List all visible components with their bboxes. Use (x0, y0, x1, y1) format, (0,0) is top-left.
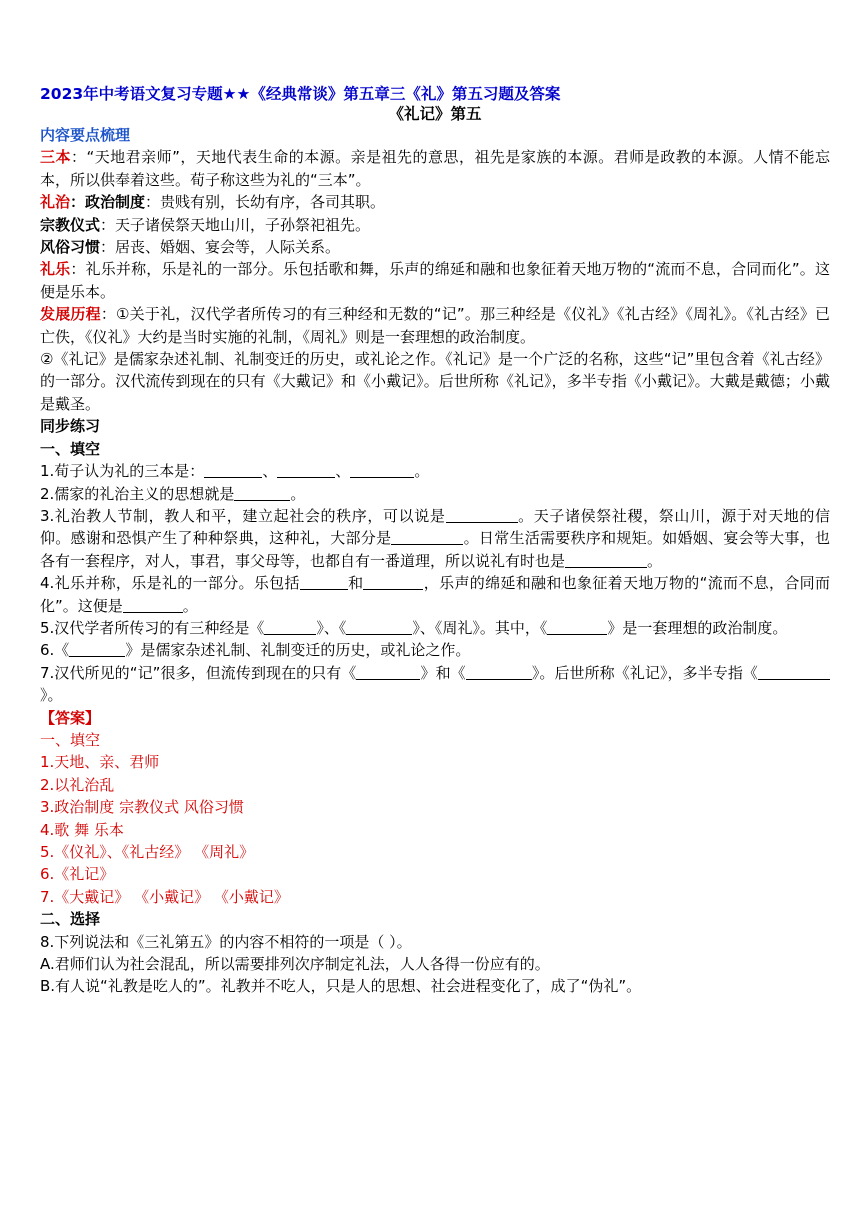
lizhi-sub-label: ：政治制度 (70, 193, 146, 212)
history-paragraph-1 (40, 303, 830, 348)
question-3-text-b: 。天子诸侯祭社稷，祭山川，源于对天地的信仰。感谢和恐惧产生了种种祭典，这种礼，大部分是 (40, 506, 830, 548)
fengsu-text: ：居丧、婚姻、宴会等，人际关系。 (100, 238, 341, 257)
question-7-text-b: 》和《 (420, 663, 466, 682)
question-5-text-b: 》、《 (316, 618, 347, 637)
outline-heading: 内容要点梳理 (40, 126, 131, 144)
question-6-text-a: 6.《 (40, 641, 70, 660)
answer-item: 4.歌 舞 乐本 (40, 820, 124, 839)
question-3 (40, 505, 830, 572)
separator: 、 (335, 462, 351, 481)
question-1-text: 1.荀子认为礼的三本是： (40, 462, 205, 481)
zongjiao-label: 宗教仪式 (40, 215, 101, 234)
liyue-label: 礼乐 (40, 260, 71, 279)
question-3-text-a: 3.礼治教人节制，教人和平，建立起社会的秩序，可以说是 (40, 506, 446, 525)
answer-blank[interactable] (565, 553, 647, 568)
answer-blank[interactable] (123, 598, 183, 613)
question-7 (40, 662, 830, 707)
question-end: 。 (290, 484, 306, 503)
lizhi-paragraph (40, 191, 830, 213)
lizhi-label: 礼治 (40, 193, 71, 212)
liyue-text: ：礼乐并称，乐是礼的一部分。乐包括歌和舞，乐声的绵延和融和也象征着天地万物的“流而不息，合同而化”。这便是乐本。 (40, 260, 830, 301)
answer-blank[interactable] (391, 530, 463, 545)
section-2-heading: 二、选择 (40, 910, 101, 929)
document-page (40, 84, 830, 998)
answer-item: 5.《仪礼》、《礼古经》 《周礼》 (40, 843, 255, 861)
fengsu-paragraph (40, 236, 830, 258)
question-5 (40, 617, 830, 639)
question-5-text-a: 5.汉代学者所传习的有三种经是《 (40, 618, 265, 637)
question-1 (40, 460, 830, 482)
question-8: 8.下列说法和《三礼第五》的内容不相符的一项是（ ）。 (40, 932, 412, 951)
question-4-text-b: 和 (347, 574, 364, 593)
sanben-text: ：“天地君亲师”，天地代表生命的本源。亲是祖先的意思，祖先是家族的本源。君师是政教的本源。人情不能忘本，所以供奉着这些。荀子称这些为礼的“三本”。 (40, 148, 830, 189)
answer-blank[interactable] (356, 665, 420, 680)
question-7-text-a: 7.汉代所见的“记”很多，但流传到现在的只有《 (40, 663, 357, 682)
answer-blank[interactable] (466, 665, 532, 680)
answer-blank[interactable] (350, 463, 414, 478)
sanben-label: 三本 (40, 148, 71, 167)
question-3-text-c: 。日常生活需要秩序和规矩。如婚姻、宴会等大事，也各有一套程序，对人，事君，事父母等，也都自有一番道理，所以说礼有时也是 (40, 529, 830, 570)
answer-blank[interactable] (234, 486, 290, 501)
question-8-option-b[interactable]: B.有人说“礼教是吃人的”。礼教并不吃人，只是人的思想、社会进程变化了，成了“伪礼”。 (40, 977, 642, 996)
zongjiao-paragraph (40, 214, 830, 236)
question-4-text-a: 4.礼乐并称，乐是礼的一部分。乐包括 (40, 574, 300, 593)
answer-blank[interactable] (758, 665, 830, 680)
practice-heading: 同步练习 (40, 417, 101, 436)
question-2 (40, 483, 830, 505)
answer-blank[interactable] (277, 463, 335, 478)
answer-blank[interactable] (204, 463, 262, 478)
liyue-paragraph (40, 258, 830, 303)
answer-item: 6.《礼记》 (40, 865, 115, 884)
document-title: 2023年中考语文复习专题★★《经典常谈》第五章三《礼》第五习题及答案 (40, 85, 561, 103)
history-label: 发展历程 (40, 305, 101, 324)
question-4 (40, 572, 830, 617)
answer-section-1-heading: 一、填空 (40, 730, 101, 749)
question-end: 。 (414, 462, 430, 481)
answer-blank[interactable] (69, 642, 125, 657)
question-2-text: 2.儒家的礼治主义的思想就是 (40, 484, 235, 503)
sanben-paragraph (40, 146, 830, 191)
answer-item: 1.天地、亲、君师 (40, 753, 160, 772)
question-end: 》。 (40, 686, 63, 705)
document-subtitle: 《礼记》第五 (388, 105, 482, 123)
answer-blank[interactable] (264, 620, 316, 635)
question-6 (40, 639, 830, 661)
history-paragraph-2: ②《礼记》是儒家杂述礼制、礼制变迁的历史，或礼论之作。《礼记》是一个广泛的名称，这些“记”里包含着《礼古经》的一部分。汉代流传到现在的只有《大戴记》和《小戴记》。后世所称《礼记》，多半专指《小戴记》。大戴是戴德；小戴是戴圣。 (40, 350, 830, 413)
answer-item: 3.政治制度 宗教仪式 风俗习惯 (40, 798, 244, 817)
answer-blank[interactable] (446, 508, 518, 523)
answer-heading: 【答案】 (40, 708, 101, 727)
question-6-text-b: 》是儒家杂述礼制、礼制变迁的历史，或礼论之作。 (125, 641, 471, 660)
question-end: 。 (647, 551, 663, 570)
zongjiao-text: ：天子诸侯祭天地山川，子孙祭祀祖先。 (100, 215, 371, 234)
separator: 、 (262, 462, 278, 481)
question-end: 。 (182, 596, 198, 615)
question-5-text-d: 》是一套理想的政治制度。 (607, 618, 788, 637)
answer-item: 7.《大戴记》 《小戴记》 《小戴记》 (40, 887, 289, 906)
lizhi-text: ：贵贱有别，长幼有序，各司其职。 (145, 193, 386, 212)
fengsu-label: 风俗习惯 (40, 238, 101, 257)
answer-blank[interactable] (363, 575, 423, 590)
answer-blank[interactable] (300, 575, 348, 590)
answer-blank[interactable] (547, 620, 607, 635)
history-text-1: ：①关于礼，汉代学者所传习的有三种经和无数的“记”。那三种经是《仪礼》《礼古经》《周礼》。《礼古经》已亡佚，《仪礼》大约是当时实施的礼制，《周礼》则是一套理想的政治制度。 (40, 305, 830, 346)
question-8-option-a[interactable]: A.君师们认为社会混乱，所以需要排列次序制定礼法，人人各得一份应有的。 (40, 955, 550, 974)
question-4-text-c: ，乐声的绵延和融和也象征着天地万物的“流而不息，合同而化”。这便是 (40, 574, 830, 615)
section-1-heading: 一、填空 (40, 439, 101, 458)
answer-item: 2.以礼治乱 (40, 775, 115, 794)
answer-blank[interactable] (346, 620, 412, 635)
question-5-text-c: 》、《周礼》。其中，《 (412, 618, 548, 637)
question-7-text-c: 》。后世所称《礼记》，多半专指《 (531, 663, 758, 682)
